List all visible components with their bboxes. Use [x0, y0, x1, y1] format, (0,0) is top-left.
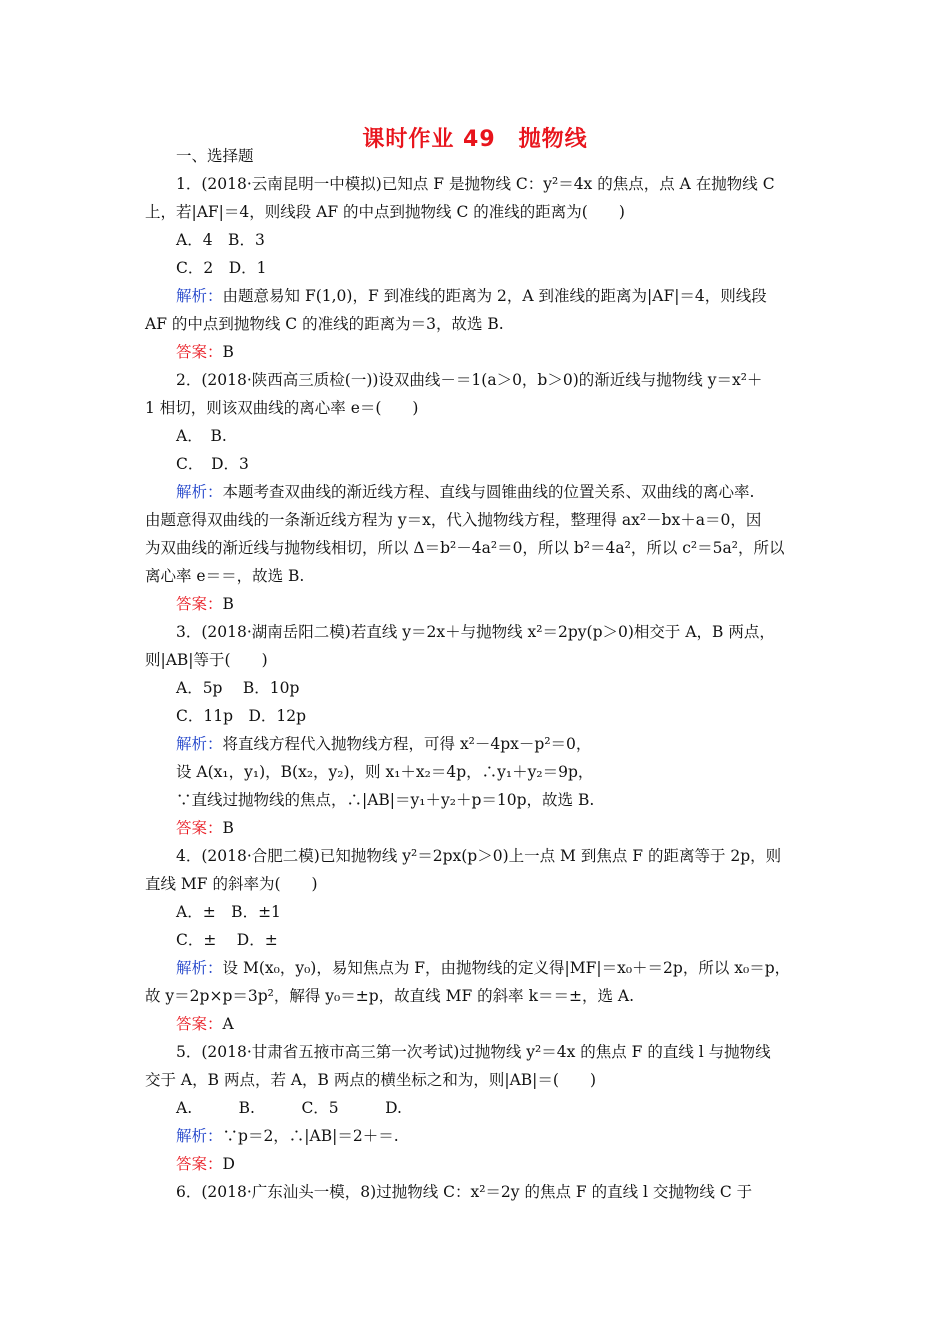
q2-line2: 1 相切，则该双曲线的离心率 e＝( ): [145, 399, 419, 417]
section-heading: 一、选择题: [176, 147, 254, 165]
q1-solution-line2: AF 的中点到抛物线 C 的准线的距离为＝3，故选 B.: [145, 315, 504, 333]
q2-options-cd: C． D．3: [176, 455, 249, 473]
q2-solution-line1: [176, 482, 754, 502]
q1-options-cd: C．2 D．1: [176, 259, 267, 277]
q2-solution-line3: 为双曲线的渐近线与抛物线相切，所以 Δ＝b²－4a²＝0，所以 b²＝4a²，所以 c²＝5a²，所以: [145, 539, 785, 557]
q2-solution-line4: 离心率 e＝＝，故选 B.: [145, 567, 305, 585]
q2-line1: 2．(2018·陕西高三质检(一))设双曲线－＝1(a＞0，b＞0)的渐近线与抛物线 y＝x²＋: [176, 371, 763, 389]
q3-solution-label: 解析：: [176, 735, 223, 753]
page-title: 课时作业 49 抛物线: [362, 127, 588, 152]
q1-answer-value: B: [222, 343, 234, 361]
q2-solution-text1: 本题考查双曲线的渐近线方程、直线与圆锥曲线的位置关系、双曲线的离心率.: [222, 483, 755, 501]
q5-options: A. B. C．5 D.: [176, 1099, 402, 1117]
q2-answer: [176, 594, 234, 614]
q1-options-ab: A．4 B．3: [176, 231, 265, 249]
q3-solution-line1: [176, 734, 591, 754]
q4-line2: 直线 MF 的斜率为( ): [145, 875, 318, 893]
q1-answer: [176, 342, 234, 362]
q3-answer: [176, 818, 234, 838]
q1-solution-text1: 由题意易知 F(1,0)，F 到准线的距离为 2，A 到准线的距离为|AF|＝4，则线段: [222, 287, 767, 305]
q4-options-ab: A．± B．±1: [176, 903, 281, 921]
q3-answer-value: B: [222, 819, 234, 837]
q5-answer-value: D: [222, 1155, 235, 1173]
q3-options-ab: A．5p B．10p: [176, 679, 300, 697]
q4-answer-value: A: [222, 1015, 234, 1033]
q3-line1: 3．(2018·湖南岳阳二模)若直线 y＝2x＋与抛物线 x²＝2py(p＞0)相交于 A，B 两点，: [176, 623, 775, 641]
q1-answer-label: 答案：: [176, 343, 223, 361]
q3-line2: 则|AB|等于( ): [145, 651, 268, 669]
q5-answer: [176, 1154, 235, 1174]
q3-answer-label: 答案：: [176, 819, 223, 837]
q5-solution-text1: ∵p＝2，∴|AB|＝2＋＝.: [222, 1127, 399, 1145]
q3-solution-line2: 设 A(x₁，y₁)，B(x₂，y₂)，则 x₁＋x₂＝4p，∴y₁＋y₂＝9p，: [176, 763, 594, 781]
q2-options-ab: A． B.: [176, 427, 227, 445]
q4-answer-label: 答案：: [176, 1015, 223, 1033]
q2-solution-label: 解析：: [176, 483, 223, 501]
q5-solution-label: 解析：: [176, 1127, 223, 1145]
q5-solution-line1: [176, 1126, 399, 1146]
q4-solution-line2: 故 y＝2p×p＝3p²，解得 y₀＝±p，故直线 MF 的斜率 k＝＝±，选 A.: [145, 987, 635, 1005]
q1-line1: 1．(2018·云南昆明一中模拟)已知点 F 是抛物线 C：y²＝4x 的焦点，点 A 在抛物线 C: [176, 175, 775, 193]
q1-solution-label: 解析：: [176, 287, 223, 305]
q4-solution-line1: [176, 958, 790, 978]
q1-solution-line1: [176, 286, 767, 306]
q4-options-cd: C．± D．±: [176, 931, 278, 949]
q2-answer-label: 答案：: [176, 595, 223, 613]
q1-line2: 上，若|AF|＝4，则线段 AF 的中点到抛物线 C 的准线的距离为( ): [145, 203, 625, 221]
q2-answer-value: B: [222, 595, 234, 613]
q3-solution-line3: ∵直线过抛物线的焦点，∴|AB|＝y₁＋y₂＋p＝10p，故选 B.: [176, 791, 595, 809]
q6-line1: 6．(2018·广东汕头一模，8)过抛物线 C：x²＝2y 的焦点 F 的直线 l 交抛物线 C 于: [176, 1183, 753, 1201]
q4-solution-text1: 设 M(x₀，y₀)，易知焦点为 F，由抛物线的定义得|MF|＝x₀＋＝2p，所以 x₀＝p，: [222, 959, 791, 977]
q3-solution-text1: 将直线方程代入抛物线方程，可得 x²－4px－p²＝0，: [222, 735, 592, 753]
q2-solution-line2: 由题意得双曲线的一条渐近线方程为 y＝x，代入抛物线方程，整理得 ax²－bx＋a＝0，因: [145, 511, 762, 529]
q4-answer: [176, 1014, 234, 1034]
q4-line1: 4．(2018·合肥二模)已知抛物线 y²＝2px(p＞0)上一点 M 到焦点 F 的距离等于 2p，则: [176, 847, 782, 865]
q3-options-cd: C．11p D．12p: [176, 707, 307, 725]
q5-line1: 5．(2018·甘肃省五掖市高三第一次考试)过抛物线 y²＝4x 的焦点 F 的直线 l 与抛物线: [176, 1043, 771, 1061]
q5-answer-label: 答案：: [176, 1155, 223, 1173]
q5-line2: 交于 A，B 两点，若 A，B 两点的横坐标之和为，则|AB|＝( ): [145, 1071, 597, 1089]
q4-solution-label: 解析：: [176, 959, 223, 977]
